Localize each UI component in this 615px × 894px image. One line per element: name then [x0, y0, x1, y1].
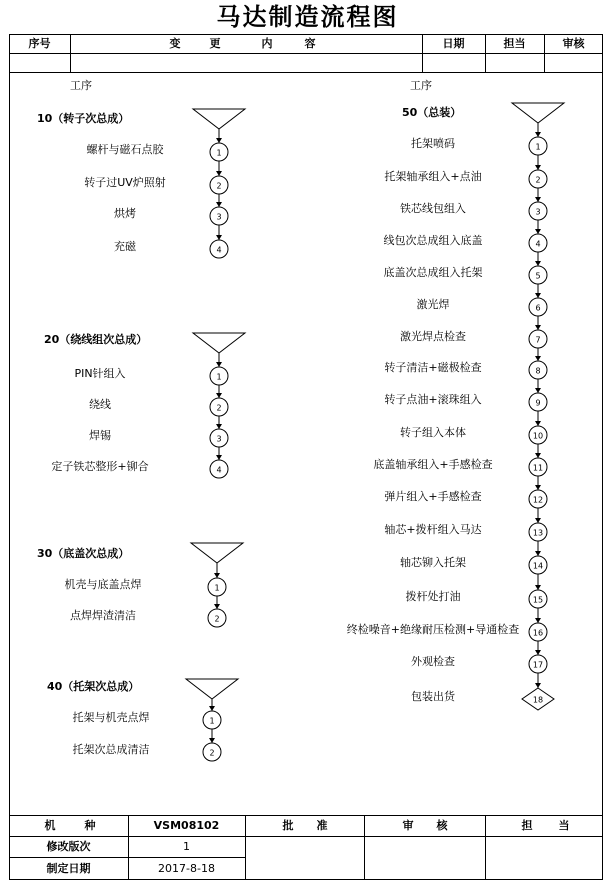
flow-step-number: 18	[532, 695, 544, 705]
footer-col-line	[364, 815, 365, 880]
flow-arrowhead	[216, 393, 222, 398]
flow-step-label: 激光焊	[416, 298, 450, 311]
flow-step-number: 2	[216, 181, 222, 191]
flow-arrowhead	[535, 683, 541, 688]
section-title: 40（托架次总成）	[47, 680, 140, 693]
flow-step-number: 3	[216, 434, 222, 444]
footer-col-line	[245, 815, 246, 880]
flow-start-triangle	[193, 333, 245, 353]
flow-step-number: 17	[532, 660, 544, 670]
flow-step-number: 5	[535, 271, 541, 281]
flow-step-label: 托架次总成清洁	[72, 743, 150, 756]
flow-step-label: 烘烤	[114, 207, 136, 220]
flow-step-label: 机壳与底盖点焊	[64, 578, 142, 591]
footer-revision-value: 1	[183, 840, 190, 853]
flow-step-label: 线包次总成组入底盖	[383, 234, 483, 247]
flow-arrowhead	[214, 604, 220, 609]
flow-step-number: 1	[535, 142, 541, 152]
header-change-char: 内	[261, 37, 273, 50]
flow-step-label: 外观检查	[411, 655, 455, 668]
flow-step-label: 包装出货	[411, 690, 455, 703]
flow-arrowhead	[214, 573, 220, 578]
flow-step-label: 托架与机壳点焊	[72, 711, 150, 724]
flow-step-number: 11	[532, 463, 544, 473]
flow-step-label: 点焊焊渣清洁	[70, 609, 136, 622]
footer-review-char: 核	[436, 819, 448, 832]
flow-step-number: 2	[535, 175, 541, 185]
flow-step-number: 3	[535, 207, 541, 217]
flow-step-number: 2	[214, 614, 220, 624]
flow-step-label: 充磁	[114, 240, 136, 253]
flow-step-number: 7	[535, 335, 541, 345]
flow-step-label: 转子清洁+磁极检查	[384, 361, 482, 374]
flow-step-number: 1	[216, 372, 222, 382]
flow-step-number: 8	[535, 366, 541, 376]
flow-step-label: 转子过UV炉照射	[84, 176, 166, 189]
footer-model-char: 种	[84, 819, 96, 832]
flow-step-number: 9	[535, 398, 541, 408]
flow-start-triangle	[191, 543, 243, 563]
flow-step-label: 绕线	[89, 398, 111, 411]
flow-step-number: 16	[532, 628, 544, 638]
header-seq: 序号	[28, 37, 51, 50]
process-label-right: 工序	[410, 79, 432, 92]
flow-step-label: 激光焊点检查	[400, 330, 466, 343]
flow-step-number: 6	[535, 303, 541, 313]
flow-step-label: 弹片组入+手感检查	[384, 490, 482, 503]
footer-owner-char: 当	[558, 819, 570, 832]
footer-row-line	[9, 836, 603, 837]
flow-step-number: 14	[532, 561, 544, 571]
flow-step-label: 托架喷码	[411, 137, 455, 150]
flow-step-number: 1	[209, 716, 215, 726]
flow-step-number: 3	[216, 212, 222, 222]
footer-model-char: 机	[44, 819, 56, 832]
flow-step-label: 托架轴承组入+点油	[384, 170, 482, 183]
flow-step-number: 1	[214, 583, 220, 593]
flow-start-triangle	[186, 679, 238, 699]
header-review: 审核	[562, 37, 585, 50]
footer-date-value: 2017-8-18	[158, 862, 215, 875]
flow-arrowhead	[216, 455, 222, 460]
flow-step-number: 4	[216, 245, 222, 255]
footer-owner-char: 担	[521, 819, 533, 832]
header-date: 日期	[442, 37, 465, 50]
section-title: 20（绕线组次总成）	[44, 333, 148, 346]
flow-step-label: 轴芯铆入托架	[400, 556, 466, 569]
header-change-char: 更	[209, 37, 221, 50]
header-change-char: 变	[169, 37, 181, 50]
flow-step-number: 13	[532, 528, 544, 538]
flow-step-label: 轴芯+拨杆组入马达	[384, 523, 482, 536]
flow-step-label: 底盖次总成组入托架	[383, 266, 483, 279]
footer-model-value: VSM08102	[153, 819, 220, 832]
footer-revision-label: 修改版次	[46, 840, 91, 853]
flow-step-label: 焊锡	[89, 429, 111, 442]
flow-step-label: 铁芯线包组入	[400, 202, 466, 215]
flow-step-number: 1	[216, 148, 222, 158]
flow-step-number: 2	[209, 748, 215, 758]
header-owner: 担当	[503, 37, 526, 50]
footer-col-line	[485, 815, 486, 880]
process-label-left: 工序	[70, 79, 92, 92]
flow-step-label: 底盖轴承组入+手感检查	[373, 458, 493, 471]
flow-step-label: 拨杆处打油	[405, 590, 461, 603]
footer-date-label: 制定日期	[46, 862, 91, 875]
footer-row-line	[9, 857, 245, 858]
footer-approve-char: 批	[282, 819, 294, 832]
flow-step-number: 10	[532, 431, 544, 441]
section-title: 30（底盖次总成）	[37, 547, 130, 560]
flow-step-number: 12	[532, 495, 544, 505]
flow-step-number: 2	[216, 403, 222, 413]
section-title: 10（转子次总成）	[37, 112, 130, 125]
flow-step-label: 螺杆与磁石点胶	[86, 143, 164, 156]
footer-top-line	[9, 815, 603, 816]
footer-approve-char: 准	[316, 819, 328, 832]
flow-step-label: 定子铁芯整形+铆合	[51, 460, 149, 473]
flow-start-triangle	[512, 103, 564, 123]
flow-arrowhead	[216, 424, 222, 429]
header-change-char: 容	[304, 37, 316, 50]
flow-step-label: PIN针组入	[74, 367, 126, 380]
section-title: 50（总装）	[402, 106, 462, 119]
flow-step-number: 4	[535, 239, 541, 249]
footer-review-char: 审	[402, 819, 414, 832]
flow-step-number: 15	[532, 595, 544, 605]
flow-step-label: 转子点油+滚珠组入	[384, 393, 482, 406]
flow-start-triangle	[193, 109, 245, 129]
page-title: 马达制造流程图	[216, 2, 399, 31]
flow-arrowhead	[216, 362, 222, 367]
flow-step-label: 转子组入本体	[400, 426, 466, 439]
flow-step-label: 终检噪音+绝缘耐压检测+导通检查	[346, 623, 520, 636]
flow-step-number: 4	[216, 465, 222, 475]
